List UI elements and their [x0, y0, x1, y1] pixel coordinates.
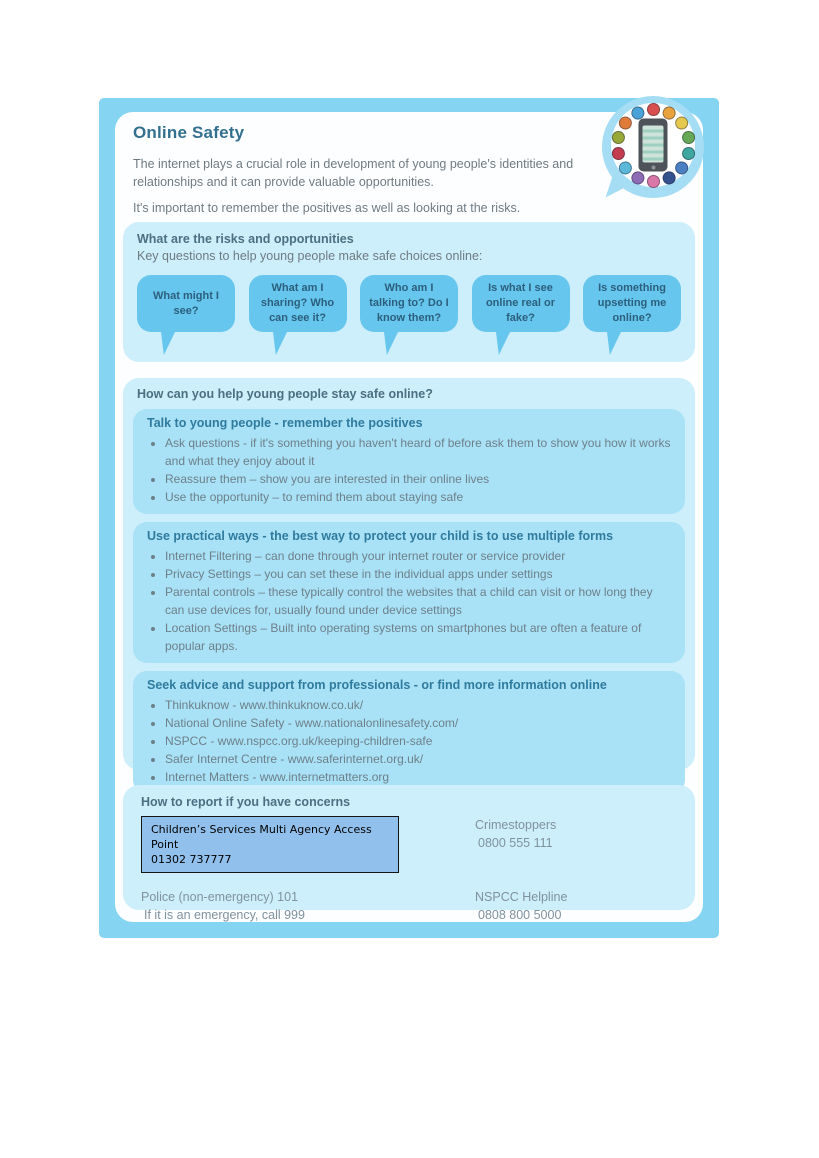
phone-screen	[643, 126, 664, 163]
help-box-talk	[133, 409, 685, 514]
app-icon-dot	[610, 129, 626, 145]
speech-bubble: Is something upsetting me online?	[583, 275, 681, 332]
help-box-title: Seek advice and support from professionals - or find more information online	[147, 678, 607, 692]
bullet-item-link: • National Online Safety - www.nationalonlinesafety.com/	[165, 714, 671, 732]
smartphone-icon	[639, 119, 668, 172]
bullet-list	[147, 434, 671, 506]
report-right-col	[475, 816, 681, 873]
bullet-item-link: • Internet Matters - www.internetmatters.org	[165, 768, 671, 786]
bullet-item: • Location Settings – Built into operating systems on smartphones but are often a feature of popular apps.	[165, 619, 671, 655]
blue-frame	[99, 98, 719, 938]
contact-name: Crimestoppers	[475, 818, 557, 832]
speech-bubble: Who am I talking to? Do I know them?	[360, 275, 458, 332]
help-box-title: Use practical ways - the best way to protect your child is to use multiple forms	[147, 529, 614, 543]
page-title: Online Safety	[133, 123, 245, 142]
bullet-item-link: • NSPCC - www.nspcc.org.uk/keeping-children-safe	[165, 732, 671, 750]
bullet-list	[147, 547, 671, 655]
risks-subheading: Key questions to help young people make safe choices online:	[137, 249, 483, 263]
police-contact	[141, 888, 475, 924]
app-icon-dot	[647, 175, 660, 188]
speech-bubble: What am I sharing? Who can see it?	[249, 275, 347, 332]
contact-name: Police (non-emergency) 101	[141, 890, 299, 904]
intro-paragraph-2: It's important to remember the positives as well as looking at the risks.	[133, 201, 521, 215]
speech-bubble: Is what I see online real or fake?	[472, 275, 570, 332]
bullet-item: • Privacy Settings – you can set these in the individual apps under settings	[165, 565, 671, 583]
report-section	[123, 785, 695, 922]
report-heading: How to report if you have concerns	[141, 795, 351, 809]
illustration-background-circle	[611, 103, 695, 187]
bullet-item: • Internet Filtering – can done through your internet router or service provider	[165, 547, 671, 565]
phone-illustration	[602, 96, 704, 198]
contact-name: NSPCC Helpline	[475, 890, 568, 904]
phone-home-button	[651, 166, 655, 170]
intro-paragraph-1: The internet plays a crucial role in development of young people's identities and relationships and it can provide valuable opportunities.	[133, 157, 574, 189]
question-bubbles	[137, 275, 681, 332]
bullet-item: • Ask questions - if it's something you haven't heard of before ask them to show you how it works and what they enjoy about it	[165, 434, 671, 470]
bullet-item-link: • Safer Internet Centre - www.saferinternet.org.uk/	[165, 750, 671, 768]
access-point-box	[141, 816, 399, 873]
app-icon-dot	[647, 103, 660, 116]
app-icon-dot	[610, 145, 626, 161]
bullet-item: • Use the opportunity – to remind them about staying safe	[165, 488, 671, 506]
contact-number: 0808 800 5000	[478, 908, 562, 922]
speech-bubble: What might I see?	[137, 275, 235, 332]
access-point-name: Children’s Services Multi Agency Access Point	[151, 823, 372, 851]
help-box-practical	[133, 522, 685, 663]
access-point-number: 01302 737777	[151, 853, 232, 866]
bullet-list	[147, 696, 671, 786]
bullet-item: • Parental controls – these typically control the websites that a child can visit or how long they can use devices for, usually found under device settings	[165, 583, 671, 619]
contact-number: If it is an emergency, call 999	[144, 908, 305, 922]
risks-section	[123, 222, 695, 362]
help-section	[123, 378, 695, 784]
nspcc-contact	[475, 888, 681, 924]
contact-number: 0800 555 111	[478, 836, 553, 850]
bullet-item-link: • Thinkuknow - www.thinkuknow.co.uk/	[165, 696, 671, 714]
report-contacts	[137, 816, 681, 924]
content-card	[115, 112, 703, 922]
bullet-item: • Reassure them – show you are interested in their online lives	[165, 470, 671, 488]
help-box-advice	[133, 671, 685, 794]
help-box-title: Talk to young people - remember the positives	[147, 416, 423, 430]
help-heading: How can you help young people stay safe online?	[137, 387, 433, 401]
risks-heading: What are the risks and opportunities	[137, 232, 354, 246]
report-left-col	[141, 816, 475, 873]
